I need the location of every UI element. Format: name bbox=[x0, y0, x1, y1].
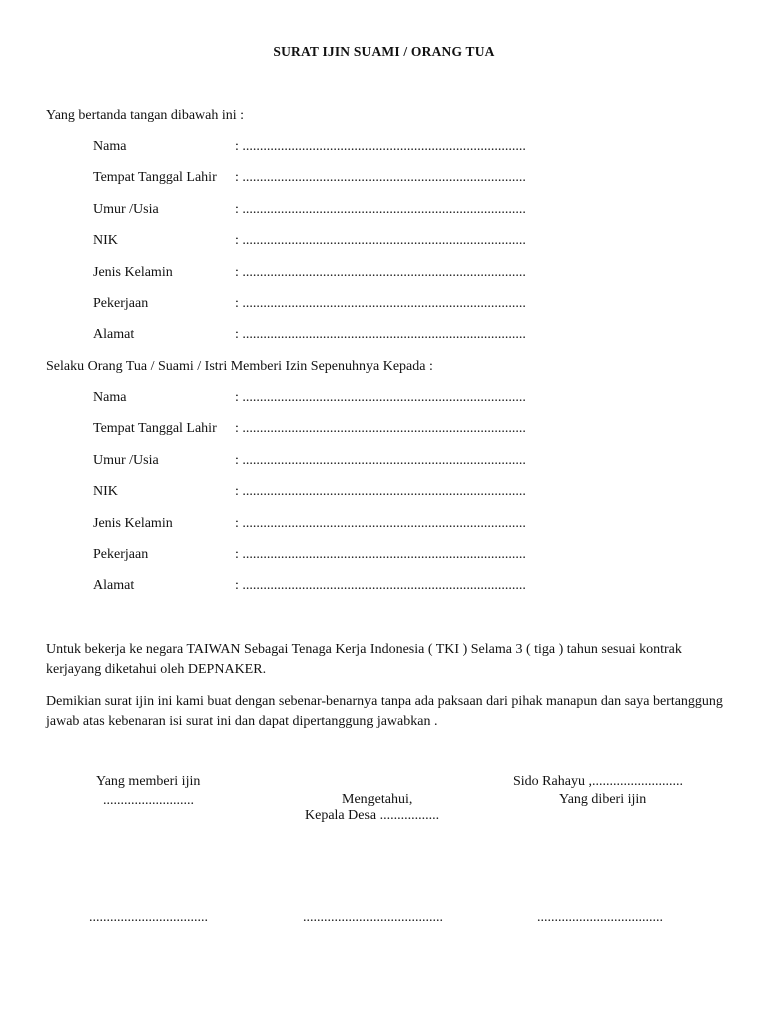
giver-label: Yang memberi ijin bbox=[96, 774, 201, 789]
field-label: Jenis Kelamin bbox=[93, 264, 173, 280]
field-value-line: : ................................................................................. bbox=[235, 170, 526, 186]
field-label: NIK bbox=[93, 484, 118, 500]
field-value-line: : ................................................................................. bbox=[235, 452, 526, 468]
field-value-line: : ................................................................................. bbox=[235, 201, 526, 217]
field-label: Umur /Usia bbox=[93, 201, 159, 217]
field-value-line: : ................................................................................. bbox=[235, 296, 526, 311]
field-label: NIK bbox=[93, 233, 118, 249]
purpose-paragraph: Untuk bekerja ke negara TAIWAN Sebagai Tenaga Kerja Indonesia ( TKI ) Selama 3 ( tiga ) tahun sesuai kontrak kerjayang diketahui oleh DEPNAKER. bbox=[46, 642, 682, 677]
field-value-line: : ................................................................................. bbox=[235, 547, 526, 562]
giver-dots: .......................... bbox=[103, 793, 194, 808]
field-value-line: : ................................................................................. bbox=[235, 515, 526, 531]
field-value-line: : ................................................................................. bbox=[235, 233, 526, 249]
field-value-line: : ................................................................................. bbox=[235, 484, 526, 500]
witness-signature-line: ........................................ bbox=[303, 910, 443, 925]
field-label: Pekerjaan bbox=[93, 296, 149, 311]
field-label: Umur /Usia bbox=[93, 452, 159, 468]
field-label: Tempat Tanggal Lahir bbox=[93, 421, 217, 437]
village-head-label: Kepala Desa ................. bbox=[305, 808, 440, 823]
field-label: Alamat bbox=[93, 327, 135, 343]
intro-text: Yang bertanda tangan dibawah ini : bbox=[46, 108, 245, 123]
field-label: Jenis Kelamin bbox=[93, 515, 173, 531]
field-value-line: : ................................................................................. bbox=[235, 327, 526, 343]
field-value-line: : ................................................................................. bbox=[235, 264, 526, 280]
field-label: Alamat bbox=[93, 578, 135, 594]
witness-label: Mengetahui, bbox=[342, 792, 413, 807]
field-label: Nama bbox=[93, 139, 127, 154]
receiver-label: Yang diberi ijin bbox=[559, 792, 647, 807]
field-value-line: : ................................................................................. bbox=[235, 139, 526, 154]
declaration-paragraph: Demikian surat ijin ini kami buat dengan sebenar-benarnya tanpa ada paksaan dari pihak manapun dan saya bertanggung jawab atas kebenaran isi surat ini dan dapat dipertanggung jawabkan . bbox=[46, 694, 723, 729]
field-value-line: : ................................................................................. bbox=[235, 578, 526, 594]
receiver-signature-line: .................................... bbox=[537, 910, 663, 925]
field-label: Tempat Tanggal Lahir bbox=[93, 170, 217, 186]
field-value-line: : ................................................................................. bbox=[235, 421, 526, 437]
field-label: Nama bbox=[93, 390, 127, 405]
field-label: Pekerjaan bbox=[93, 547, 149, 562]
place-date: Sido Rahayu ,.......................... bbox=[513, 774, 683, 789]
letter-title: SURAT IJIN SUAMI / ORANG TUA bbox=[273, 44, 495, 59]
field-value-line: : ................................................................................. bbox=[235, 390, 526, 405]
giver-signature-line: .................................. bbox=[89, 910, 208, 925]
consent-text: Selaku Orang Tua / Suami / Istri Memberi Izin Sepenuhnya Kepada : bbox=[46, 359, 433, 374]
